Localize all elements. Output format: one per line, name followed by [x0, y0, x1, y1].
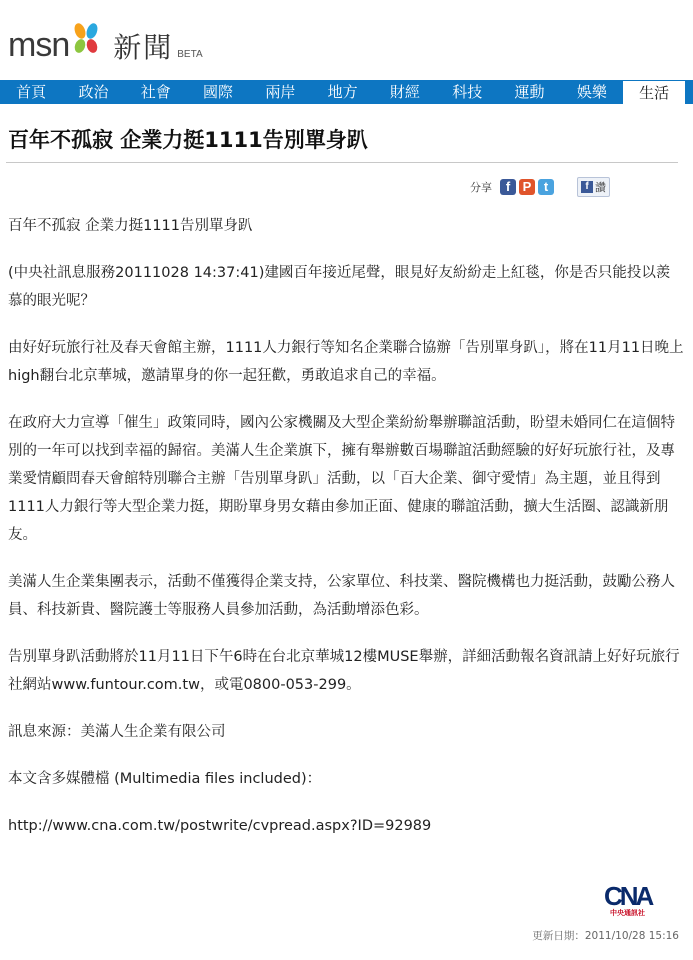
- nav-item[interactable]: 財經: [389, 83, 420, 101]
- article-paragraph: 美滿人生企業集團表示，活動不僅獲得企業支持，公家單位、科技業、醫院機構也力挺活動，鼓勵公務人員、科技新貴、醫院護士等服務人員參加活動，為活動增添色彩。: [8, 574, 675, 618]
- beta-badge: BETA: [177, 49, 203, 60]
- article-paragraph: 訊息來源：美滿人生企業有限公司: [8, 724, 226, 740]
- share-bar: [470, 177, 610, 197]
- plurk-icon[interactable]: P: [519, 179, 535, 195]
- article-paragraph: 告別單身趴活動將於11月11日下午6時在台北京華城12樓MUSE舉辦，詳細活動報名資訊請上好好玩旅行社網站www.funtour.com.tw，或電0800-053-299。: [8, 649, 680, 693]
- nav-item[interactable]: 運動: [514, 83, 545, 101]
- facebook-like-button[interactable]: [577, 177, 610, 197]
- nav-item[interactable]: 政治: [78, 83, 109, 101]
- nav-item[interactable]: 國際: [203, 83, 234, 101]
- cna-name: 中央通訊社: [610, 909, 645, 917]
- nav-item[interactable]: 娛樂: [576, 83, 607, 101]
- share-label: 分享: [470, 181, 492, 194]
- facebook-like-icon: f: [581, 181, 593, 193]
- site-header: [0, 0, 693, 76]
- twitter-icon[interactable]: t: [538, 179, 554, 195]
- main-nav: [0, 80, 693, 104]
- article-paragraph: http://www.cna.com.tw/postwrite/cvpread.aspx?ID=92989: [8, 818, 432, 834]
- nav-item[interactable]: 社會: [140, 83, 171, 101]
- article-body: [8, 212, 684, 859]
- nav-item[interactable]: 地方: [327, 83, 358, 101]
- msn-news-logo[interactable]: [8, 22, 203, 62]
- msn-wordmark: msn: [8, 26, 70, 64]
- nav-item[interactable]: 首頁: [16, 83, 47, 101]
- facebook-icon[interactable]: f: [500, 179, 516, 195]
- like-label: 讚: [595, 181, 606, 194]
- section-title: 新聞: [113, 31, 174, 64]
- article-paragraph: 由好好玩旅行社及春天會館主辦，1111人力銀行等知名企業聯合協辦「告別單身趴」，將在11月11日晚上high翻台北京華城，邀請單身的你一起狂歡，勇敢追求自己的幸福。: [8, 340, 684, 384]
- cna-logo: [604, 881, 656, 920]
- article-paragraph: 百年不孤寂 企業力挺1111告別單身趴: [8, 218, 253, 234]
- article-paragraph: (中央社訊息服務20111028 14:37:41)建國百年接近尾聲，眼見好友紛紛走上紅毯，你是否只能投以羨慕的眼光呢？: [8, 265, 671, 309]
- cna-mark: CNA: [604, 881, 652, 911]
- nav-item[interactable]: 科技: [452, 83, 483, 101]
- butterfly-logo-icon: [71, 22, 101, 56]
- article-paragraph: 在政府大力宣導「催生」政策同時，國內公家機關及大型企業紛紛舉辦聯誼活動，盼望未婚同仁在這個特別的一年可以找到幸福的歸宿。美滿人生企業旗下，擁有舉辦數百場聯誼活動經驗的好好玩旅行社，及專業愛情顧問春天會館特別聯合主辦「告別單身趴」活動，以「百大企業、御守愛情」為主題，並且得到1111人力銀行等大型企業力挺，期盼單身男女藉由參加正面、健康的聯誼活動，擴大生活圈、認識新朋友。: [8, 415, 675, 543]
- headline-divider: [6, 162, 678, 163]
- update-date: 更新日期：2011/10/28 15:16: [532, 930, 679, 942]
- nav-item[interactable]: 生活: [623, 80, 685, 104]
- article-headline: 百年不孤寂 企業力挺1111告別單身趴: [8, 128, 368, 152]
- article-paragraph: 本文含多媒體檔 (Multimedia files included)：: [8, 771, 322, 787]
- nav-item[interactable]: 兩岸: [265, 83, 296, 101]
